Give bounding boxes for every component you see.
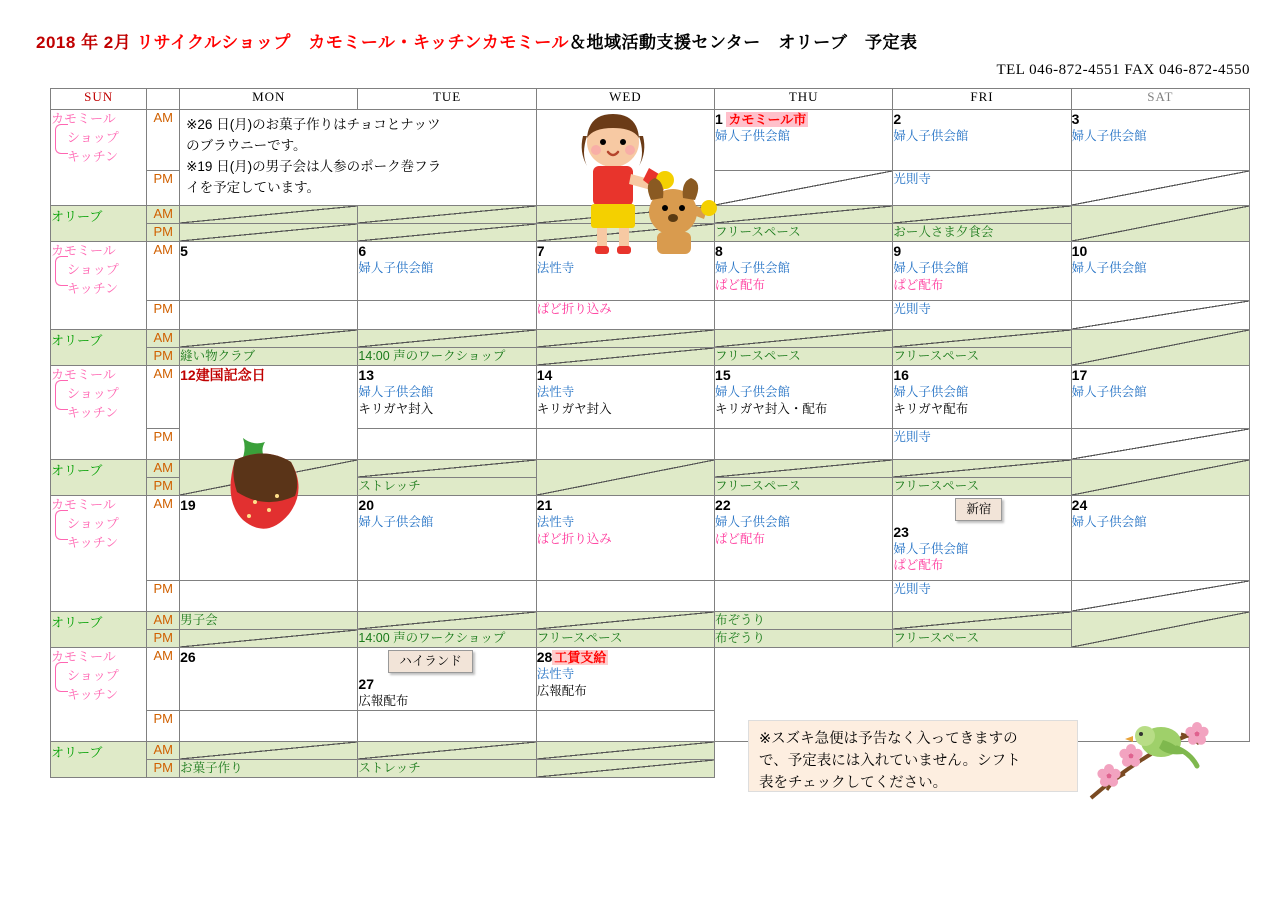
olive-ampm-am: AM bbox=[147, 742, 180, 760]
cell-feb-17-pm bbox=[1071, 429, 1249, 460]
olive-cell-mon-am bbox=[180, 206, 358, 224]
label-kitchen: キッチン bbox=[67, 686, 119, 702]
olive-cell-mon-am bbox=[180, 742, 358, 760]
cell-feb-22-am bbox=[715, 496, 893, 581]
olive-cell-sat bbox=[1071, 206, 1249, 242]
cell-feb-8-pm bbox=[715, 301, 893, 330]
label-shop: ショップ bbox=[67, 261, 119, 277]
ampm-am: AM bbox=[147, 496, 180, 581]
cell-feb-14-pm bbox=[536, 429, 714, 460]
olive-event-mon-pm: 縫い物クラブ bbox=[180, 349, 256, 363]
cell-feb-2-pm bbox=[893, 171, 1071, 206]
event-28-am-2: 広報配布 bbox=[536, 683, 587, 698]
olive-event-fri-pm: フリースペース bbox=[893, 479, 980, 493]
ampm-pm: PM bbox=[147, 429, 180, 460]
label-kitchen: キッチン bbox=[67, 280, 119, 296]
row-label-olive: オリーブ bbox=[51, 460, 147, 496]
daynum-2: 2 bbox=[893, 111, 902, 127]
cell-feb-6-am bbox=[358, 242, 536, 301]
olive-event-fri-pm: フリースペース bbox=[893, 631, 980, 645]
olive-event-tue-pm: ストレッチ bbox=[358, 761, 421, 775]
olive-cell-mon-pm bbox=[180, 760, 358, 778]
olive-event-mon-am: 男子会 bbox=[180, 613, 218, 627]
cell-feb-23-am bbox=[893, 496, 1071, 581]
weekday-header-row bbox=[51, 89, 1250, 110]
title-amp: ＆ bbox=[568, 33, 587, 52]
row-label-olive: オリーブ bbox=[51, 330, 147, 366]
olive-ampm-am: AM bbox=[147, 612, 180, 630]
event-9-am-2: ぱど配布 bbox=[893, 277, 944, 292]
olive-event-mon-pm: お菓子作り bbox=[180, 761, 243, 775]
olive-ampm-pm: PM bbox=[147, 348, 180, 366]
daynum-20: 20 bbox=[358, 497, 374, 513]
olive-cell-thu-am bbox=[715, 330, 893, 348]
cell-feb-27-pm bbox=[358, 711, 536, 742]
olive-ampm-am: AM bbox=[147, 330, 180, 348]
label-kamomile: カモミール bbox=[51, 649, 116, 664]
daynum-8: 8 bbox=[715, 243, 723, 259]
event-17-am-1: 婦人子供会館 bbox=[1071, 385, 1147, 400]
daynum-9: 9 bbox=[893, 243, 902, 259]
daynum-1: 1 bbox=[715, 111, 723, 127]
badge-wage-payment: 工賃支給 bbox=[554, 650, 607, 665]
bottom-note-box bbox=[748, 720, 1078, 792]
olive-cell-thu-pm bbox=[715, 348, 893, 366]
label-shop: ショップ bbox=[67, 129, 119, 145]
olive-cell-wed-pm bbox=[536, 630, 714, 648]
label-kamomile: カモミール bbox=[51, 243, 116, 258]
olive-cell-fri-pm bbox=[893, 478, 1071, 496]
olive-cell-mon-pm bbox=[180, 630, 358, 648]
row-label-olive: オリーブ bbox=[51, 742, 147, 778]
bird-and-plum-blossom-illustration bbox=[1085, 712, 1225, 812]
olive-event-wed-pm: フリースペース bbox=[536, 631, 623, 645]
title-month: 2月 bbox=[103, 33, 132, 52]
cell-feb-22-pm bbox=[715, 581, 893, 612]
weekday-thu: THU bbox=[715, 89, 893, 110]
ampm-spacer bbox=[147, 89, 180, 110]
event-21-am-2: ぱど折り込み bbox=[536, 531, 612, 546]
olive-cell-tue-am bbox=[358, 460, 536, 478]
note-line4: イを予定しています。 bbox=[186, 179, 321, 195]
olive-cell-tue-pm bbox=[358, 760, 536, 778]
olive-event-thu-am: 布ぞうり bbox=[715, 613, 766, 627]
label-kamomile: カモミール bbox=[51, 367, 116, 382]
cell-feb-26-pm bbox=[180, 711, 358, 742]
event-7-pm-1: ぱど折り込み bbox=[536, 302, 612, 316]
olive-cell-wed bbox=[536, 460, 714, 496]
olive-event-tue-pm: ストレッチ bbox=[358, 479, 421, 493]
cell-feb-7-pm bbox=[536, 301, 714, 330]
event-27-am-1: 広報配布 bbox=[358, 693, 409, 708]
label-kamomile: カモミール bbox=[51, 111, 116, 126]
event-1-am-1: 婦人子供会館 bbox=[715, 129, 791, 144]
olive-cell-fri-pm bbox=[893, 348, 1071, 366]
olive-ampm-pm: PM bbox=[147, 630, 180, 648]
week2-pm-row bbox=[51, 301, 1250, 330]
olive-cell-tue-am bbox=[358, 206, 536, 224]
cell-feb-21-am bbox=[536, 496, 714, 581]
event-20-am-1: 婦人子供会館 bbox=[358, 515, 434, 530]
event-22-am-1: 婦人子供会館 bbox=[715, 515, 791, 530]
event-24-am-1: 婦人子供会館 bbox=[1071, 515, 1147, 530]
event-21-am-1: 法性寺 bbox=[536, 515, 575, 530]
cell-feb-28-pm bbox=[536, 711, 714, 742]
event-28-am-1: 法性寺 bbox=[536, 667, 575, 682]
cell-feb-24-am bbox=[1071, 496, 1249, 581]
cell-feb-5-am bbox=[180, 242, 358, 301]
ampm-pm: PM bbox=[147, 581, 180, 612]
olive-cell-fri-am bbox=[893, 612, 1071, 630]
label-kitchen: キッチン bbox=[67, 534, 119, 550]
bottom-note-line1: ※スズキ急便は予告なく入ってきますの bbox=[759, 731, 1018, 747]
title-org-black: 地域活動支援センター オリーブ 予定表 bbox=[586, 33, 918, 52]
olive-cell-fri-am bbox=[893, 460, 1071, 478]
olive-cell-wed-am bbox=[536, 330, 714, 348]
olive-event-fri-pm: フリースペース bbox=[893, 349, 980, 363]
event-22-am-2: ぱど配布 bbox=[715, 531, 766, 546]
olive-cell-tue-pm bbox=[358, 224, 536, 242]
event-16-pm-1: 光則寺 bbox=[893, 430, 931, 444]
weekday-sun: SUN bbox=[51, 89, 147, 110]
cell-feb-26-am bbox=[180, 648, 358, 711]
event-8-am-2: ぱど配布 bbox=[715, 277, 766, 292]
olive-event-fri-pm: おー人さま夕食会 bbox=[893, 225, 994, 239]
olive-event-tue-pm: 14:00 声のワークショップ bbox=[358, 349, 506, 363]
weekday-tue: TUE bbox=[358, 89, 536, 110]
olive-cell-tue-am bbox=[358, 330, 536, 348]
note-line1: ※26 日(月)のお菓子作りはチョコとナッツ bbox=[186, 117, 441, 132]
title-year: 2018 bbox=[36, 33, 76, 52]
row-label-olive: オリーブ bbox=[51, 206, 147, 242]
olive-cell-thu-pm bbox=[715, 224, 893, 242]
daynum-7: 7 bbox=[536, 243, 545, 259]
olive-ampm-pm: PM bbox=[147, 478, 180, 496]
daynum-13: 13 bbox=[358, 367, 374, 383]
row-label-kamomile bbox=[51, 242, 147, 330]
cell-feb-10-am bbox=[1071, 242, 1249, 301]
label-kitchen: キッチン bbox=[67, 404, 119, 420]
olive-ampm-pm: PM bbox=[147, 760, 180, 778]
label-kamomile: カモミール bbox=[51, 497, 116, 512]
olive-cell-fri-pm bbox=[893, 224, 1071, 242]
week3-am-row bbox=[51, 366, 1250, 429]
daynum-6: 6 bbox=[358, 243, 367, 259]
badge-kamomile-market: カモミール市 bbox=[728, 112, 807, 127]
cell-feb-27-am bbox=[358, 648, 536, 711]
olive-event-thu-pm: 布ぞうり bbox=[715, 631, 766, 645]
cell-feb-15-pm bbox=[715, 429, 893, 460]
olive-cell-sat bbox=[1071, 612, 1249, 648]
event-2-am-1: 婦人子供会館 bbox=[893, 129, 969, 144]
daynum-17: 17 bbox=[1071, 367, 1088, 383]
cell-feb-10-pm bbox=[1071, 301, 1249, 330]
olive-ampm-am: AM bbox=[147, 460, 180, 478]
olive-cell-mon-am bbox=[180, 330, 358, 348]
cell-feb-16-pm bbox=[893, 429, 1071, 460]
note-line3: ※19 日(月)の男子会は人参のポーク巻フラ bbox=[186, 158, 442, 174]
cell-feb-28-am bbox=[536, 648, 714, 711]
daynum-3: 3 bbox=[1071, 111, 1080, 127]
ampm-am: AM bbox=[147, 648, 180, 711]
daynum-21: 21 bbox=[536, 497, 553, 513]
olive-cell-fri-pm bbox=[893, 630, 1071, 648]
title-org-red: リサイクルショップ カモミール・キッチンカモミール bbox=[136, 33, 569, 52]
bottom-note-line2: で、予定表には入れていません。シフト bbox=[759, 752, 1021, 769]
event-16-am-2: キリガヤ配布 bbox=[893, 401, 969, 416]
olive-cell-sat bbox=[1071, 460, 1249, 496]
olive-cell-thu-pm bbox=[715, 478, 893, 496]
daynum-27: 27 bbox=[358, 675, 374, 692]
olive-ampm-am: AM bbox=[147, 206, 180, 224]
cell-feb-21-pm bbox=[536, 581, 714, 612]
daynum-19: 19 bbox=[180, 497, 196, 513]
olive-cell-wed-am bbox=[536, 612, 714, 630]
olive-event-tue-pm: 14:00 声のワークショップ bbox=[358, 631, 506, 645]
olive-event-thu-pm: フリースペース bbox=[715, 225, 801, 239]
daynum-5: 5 bbox=[180, 243, 188, 259]
event-9-pm-1: 光則寺 bbox=[893, 302, 931, 316]
event-3-am-1: 婦人子供会館 bbox=[1071, 129, 1147, 144]
bottom-note-line3: 表をチェックしてください。 bbox=[759, 774, 948, 791]
row-label-olive: オリーブ bbox=[51, 612, 147, 648]
cell-feb-16-am bbox=[893, 366, 1071, 429]
cell-feb-2-am bbox=[893, 110, 1071, 171]
cell-feb-19-pm bbox=[180, 581, 358, 612]
olive-cell-tue-pm bbox=[358, 630, 536, 648]
olive-ampm-pm: PM bbox=[147, 224, 180, 242]
event-10-am-1: 婦人子供会館 bbox=[1071, 261, 1147, 276]
kids-illustration bbox=[545, 108, 725, 258]
olive-cell-wed-am bbox=[536, 742, 714, 760]
cell-feb-1-am bbox=[715, 110, 893, 171]
label-shop: ショップ bbox=[67, 385, 119, 401]
weekday-mon: MON bbox=[180, 89, 358, 110]
olive-cell-mon-pm bbox=[180, 348, 358, 366]
cell-feb-3-pm bbox=[1071, 171, 1249, 206]
event-14-am-2: キリガヤ封入 bbox=[536, 401, 612, 416]
row-label-kamomile bbox=[51, 496, 147, 612]
page-title bbox=[36, 28, 917, 53]
holiday-label-12: 建国記念日 bbox=[195, 367, 266, 383]
olive-event-thu-pm: フリースペース bbox=[715, 349, 801, 363]
event-13-am-2: キリガヤ封入 bbox=[358, 401, 434, 416]
olive-cell-sat bbox=[1071, 330, 1249, 366]
olive-cell-wed-pm bbox=[536, 348, 714, 366]
callout-shinjuku: 新宿 bbox=[955, 498, 1002, 521]
olive-cell-mon-pm bbox=[180, 224, 358, 242]
week4-olive-pm-row bbox=[51, 630, 1250, 648]
week4-pm-row bbox=[51, 581, 1250, 612]
ampm-pm: PM bbox=[147, 711, 180, 742]
event-6-am-1: 婦人子供会館 bbox=[358, 261, 434, 276]
row-label-kamomile bbox=[51, 110, 147, 206]
olive-event-thu-pm: フリースペース bbox=[715, 479, 801, 493]
weekday-fri: FRI bbox=[893, 89, 1071, 110]
cell-feb-9-am bbox=[893, 242, 1071, 301]
cell-feb-8-am bbox=[715, 242, 893, 301]
olive-cell-tue-am bbox=[358, 612, 536, 630]
event-9-am-1: 婦人子供会館 bbox=[893, 261, 969, 276]
callout-highland: ハイランド bbox=[388, 650, 473, 673]
ampm-am: AM bbox=[147, 242, 180, 301]
event-15-am-1: 婦人子供会館 bbox=[715, 385, 791, 400]
note-line2: のブラウニーです。 bbox=[186, 137, 307, 153]
label-shop: ショップ bbox=[67, 667, 119, 683]
olive-cell-thu-am bbox=[715, 612, 893, 630]
event-16-am-1: 婦人子供会館 bbox=[893, 385, 969, 400]
ampm-pm: PM bbox=[147, 171, 180, 206]
event-14-am-1: 法性寺 bbox=[536, 385, 575, 400]
olive-cell-tue-pm bbox=[358, 348, 536, 366]
event-23-pm-1: 光則寺 bbox=[893, 582, 931, 596]
event-23-am-1: 婦人子供会館 bbox=[893, 541, 969, 556]
event-2-pm-1: 光則寺 bbox=[893, 172, 931, 186]
cell-feb-1-pm bbox=[715, 171, 893, 206]
olive-cell-thu-am bbox=[715, 206, 893, 224]
daynum-14: 14 bbox=[536, 367, 553, 383]
olive-cell-fri-am bbox=[893, 330, 1071, 348]
cell-feb-13-am bbox=[358, 366, 536, 429]
cell-feb-20-pm bbox=[358, 581, 536, 612]
event-7-am-1: 法性寺 bbox=[536, 261, 575, 276]
week2-olive-am-row bbox=[51, 330, 1250, 348]
contact-info: TEL 046-872-4551 FAX 046-872-4550 bbox=[996, 62, 1250, 78]
cell-feb-5-pm bbox=[180, 301, 358, 330]
ampm-pm: PM bbox=[147, 301, 180, 330]
cell-feb-13-pm bbox=[358, 429, 536, 460]
olive-cell-thu-am bbox=[715, 460, 893, 478]
cell-feb-17-am bbox=[1071, 366, 1249, 429]
ampm-am: AM bbox=[147, 110, 180, 171]
week5-am-row bbox=[51, 648, 1250, 711]
cell-feb-20-am bbox=[358, 496, 536, 581]
event-15-am-2: キリガヤ封入・配布 bbox=[715, 401, 828, 416]
ampm-am: AM bbox=[147, 366, 180, 429]
daynum-22: 22 bbox=[715, 497, 731, 513]
week2-olive-pm-row bbox=[51, 348, 1250, 366]
top-note-cell bbox=[180, 110, 537, 206]
cell-feb-6-pm bbox=[358, 301, 536, 330]
daynum-26: 26 bbox=[180, 649, 196, 665]
weekday-wed: WED bbox=[536, 89, 714, 110]
event-23-am-2: ぱど配布 bbox=[893, 558, 944, 573]
daynum-24: 24 bbox=[1071, 497, 1088, 513]
weekday-sat: SAT bbox=[1071, 89, 1249, 110]
daynum-10: 10 bbox=[1071, 243, 1088, 259]
label-kitchen: キッチン bbox=[67, 148, 119, 164]
olive-cell-fri-am bbox=[893, 206, 1071, 224]
daynum-23: 23 bbox=[893, 523, 909, 540]
cell-feb-14-am bbox=[536, 366, 714, 429]
event-8-am-1: 婦人子供会館 bbox=[715, 261, 791, 276]
cell-feb-15-am bbox=[715, 366, 893, 429]
olive-cell-thu-pm bbox=[715, 630, 893, 648]
chocolate-strawberry-illustration bbox=[205, 430, 325, 540]
daynum-15: 15 bbox=[715, 367, 731, 383]
row-label-kamomile bbox=[51, 648, 147, 742]
olive-cell-mon-am bbox=[180, 612, 358, 630]
cell-feb-23-pm bbox=[893, 581, 1071, 612]
week4-olive-am-row bbox=[51, 612, 1250, 630]
cell-feb-3-am bbox=[1071, 110, 1249, 171]
cell-feb-24-pm bbox=[1071, 581, 1249, 612]
olive-cell-tue-pm bbox=[358, 478, 536, 496]
daynum-16: 16 bbox=[893, 367, 909, 383]
cell-feb-9-pm bbox=[893, 301, 1071, 330]
title-year-unit: 年 bbox=[81, 33, 99, 52]
olive-cell-wed-pm bbox=[536, 760, 714, 778]
event-13-am-1: 婦人子供会館 bbox=[358, 385, 434, 400]
row-label-kamomile bbox=[51, 366, 147, 460]
daynum-12: 12 bbox=[180, 367, 196, 383]
label-shop: ショップ bbox=[67, 515, 119, 531]
daynum-28: 28 bbox=[536, 649, 553, 665]
olive-cell-tue-am bbox=[358, 742, 536, 760]
